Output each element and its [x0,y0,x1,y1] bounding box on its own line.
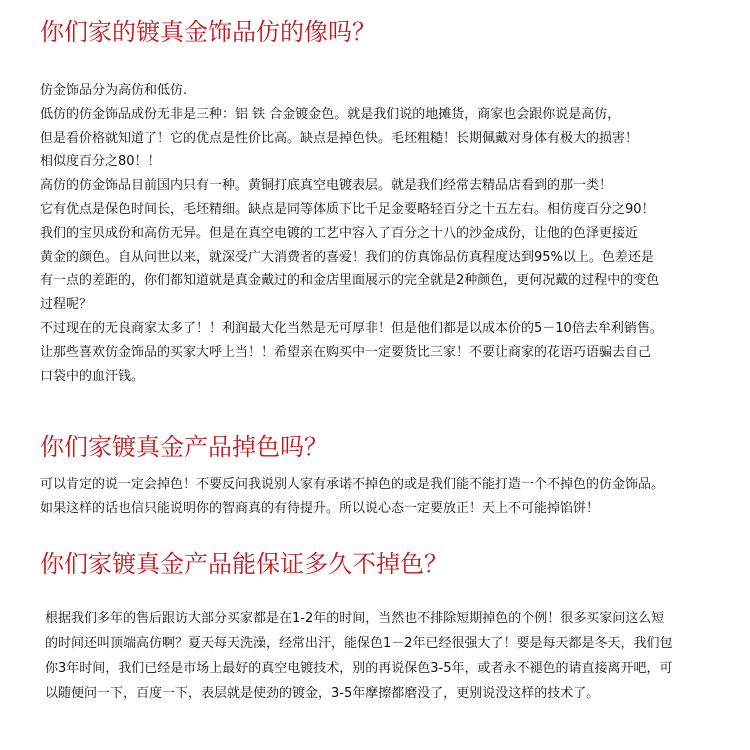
text-line: 黄金的颜色。自从问世以来，就深受广大消费者的喜爱！我们的仿真饰品仿真程度达到95%以上。色差还是 [40,249,654,265]
text-line: 相似度百分之80！！ [40,154,161,170]
section-heading-color-duration: 你们家镀真金产品能保证多久不掉色？ [40,550,448,578]
section-body-imitation-quality [40,79,663,388]
text-line: 根据我们多年的售后跟访大部分买家都是在1-2年的时间，当然也不排除短期掉色的个例！很多买家问这么短 [45,611,665,626]
text-line: 口袋中的血汗钱。 [40,368,145,384]
text-line: 低仿的仿金饰品成份无非是三种：铝 铁 合金镀金色。就是我们说的地摊货，商家也会跟你说是高仿， [40,106,621,122]
text-line: 不过现在的无良商家太多了！！利润最大化当然是无可厚非！但是他们都是以成本价的5－10倍去牟利销售。 [40,320,663,336]
text-line: 如果这样的话也信只能说明你的智商真的有待提升。所以说心态一定要放正！天上不可能掉馅饼！ [40,500,600,516]
section-body-color-duration [45,606,673,706]
section-heading-fading: 你们家镀真金产品掉色吗？ [40,433,328,461]
text-line: 以随便问一下，百度一下，表层就是使劲的镀金，3-5年摩擦都磨没了，更别说没这样的技术了。 [45,686,600,701]
text-line: 仿金饰品分为高仿和低仿. [40,83,188,98]
text-line: 我们的宝贝成份和高仿无异。但是在真空电镀的工艺中容入了百分之十八的沙金成份，让他的色泽更接近 [40,225,639,241]
text-line: 让那些喜欢仿金饰品的买家大呼上当！！希望亲在购买中一定要货比三家！不要让商家的花语巧语骗去自己 [40,344,652,360]
section-heading-imitation-quality: 你们家的镀真金饰品仿的像吗？ [40,18,376,46]
text-line: 高仿的仿金饰品目前国内只有一种。黄铜打底真空电镀表层。就是我们经常去精品店看到的那一类！ [40,178,613,194]
text-line: 可以肯定的说一定会掉色！不要反问我说别人家有承诺不掉色的或是我们能不能打造一个不掉色的仿金饰品。 [40,477,665,492]
text-line: 过程呢？ [40,297,93,313]
text-line: 的时间还叫顶端高仿啊？夏天每天洗澡，经常出汗，能保色1－2年已经很强大了！要是每天都是冬天，我们包 [45,636,673,651]
section-body-fading [40,473,664,521]
text-line: 但是看价格就知道了！它的优点是性价比高。缺点是掉色快。毛坯粗糙！长期佩戴对身体有极大的损害！ [40,130,639,146]
text-line: 你3年时间，我们已经是市场上最好的真空电镀技术，别的再说保色3-5年，或者永不褪色的请直接离开吧，可 [45,661,673,676]
text-line: 有一点的差距的，你们都知道就是真金戴过的和金店里面展示的完全就是2种颜色，更何况戴的过程中的变色 [40,273,660,289]
text-line: 它有优点是保色时间长，毛坯精细。缺点是同等体质下比千足金要略轻百分之十五左右。相仿度百分之90！ [40,201,655,217]
